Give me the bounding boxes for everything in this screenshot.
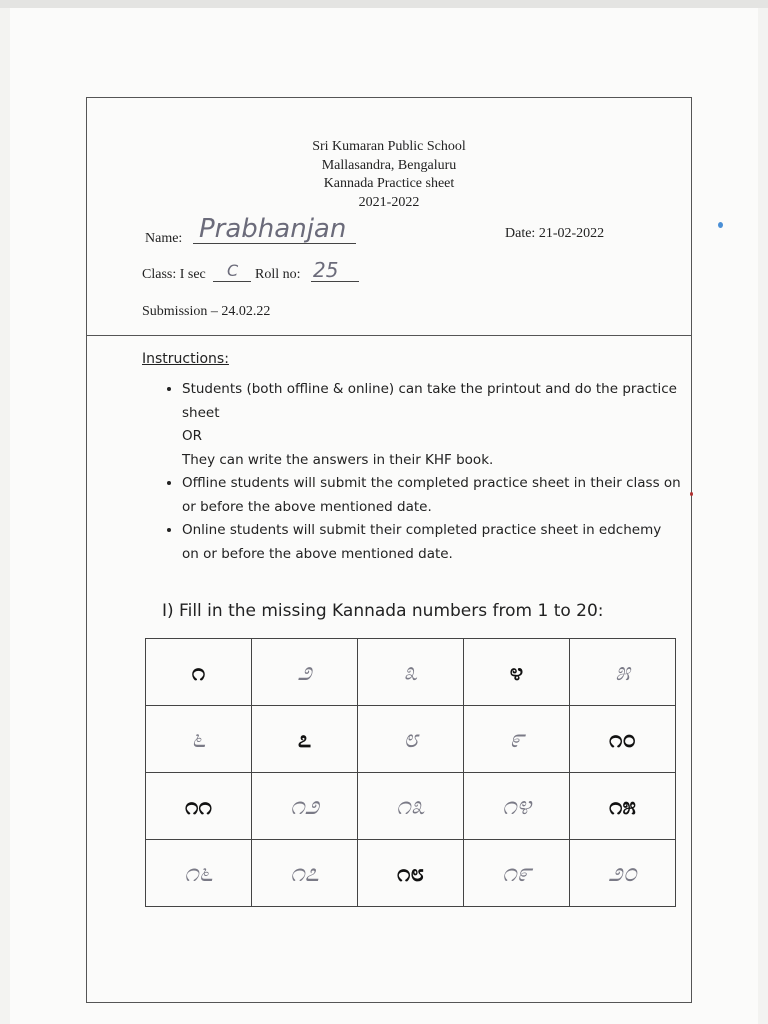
grid-cell-given: ೧	[146, 639, 252, 706]
instruction-or: OR	[182, 428, 203, 444]
name-value: Prabhanjan	[199, 214, 347, 244]
grid-cell-given: ೧೫	[570, 773, 676, 840]
grid-cell-given: ೧೮	[358, 840, 464, 907]
class-underline	[213, 281, 251, 282]
roll-value: 25	[313, 258, 339, 282]
grid-row	[146, 773, 676, 840]
instruction-text: • Students (both offline & online) can take the printout and do the practice sheet	[182, 381, 677, 421]
grid-cell-given: ೧೦	[570, 706, 676, 773]
instruction-item: • Offline students will submit the completed practice sheet in their class on or before the above mentioned date.	[182, 472, 682, 519]
name-label: Name:	[145, 231, 183, 246]
scan-edge	[0, 0, 768, 8]
instruction-text: They can write the answers in their KHF book.	[182, 451, 494, 468]
scan-speck-blue	[718, 222, 723, 228]
grid-cell-answer[interactable]: ೧೨	[252, 773, 358, 840]
question-title: I) Fill in the missing Kannada numbers from 1 to 20:	[162, 601, 604, 621]
instruction-item: • Online students will submit their completed practice sheet in edchemy on or before the above mentioned date.	[182, 519, 682, 566]
grid-cell-answer[interactable]: ೧೬	[146, 840, 252, 907]
school-name: Sri Kumaran Public School	[312, 139, 466, 154]
grid-cell-answer[interactable]: ೫	[570, 639, 676, 706]
grid-cell-answer[interactable]: ೨೦	[570, 840, 676, 907]
class-value: C	[227, 261, 239, 280]
roll-underline	[311, 281, 359, 282]
grid-cell-answer[interactable]: ೬	[146, 706, 252, 773]
instructions-list	[142, 378, 682, 566]
instruction-item	[182, 378, 682, 472]
name-underline	[193, 243, 356, 244]
roll-label: Roll no:	[255, 267, 301, 282]
grid-row	[146, 639, 676, 706]
academic-year: 2021-2022	[358, 194, 420, 210]
grid-cell-answer[interactable]: ೩	[358, 639, 464, 706]
numbers-grid	[145, 638, 676, 907]
school-heading	[87, 138, 691, 212]
grid-cell-answer[interactable]: ೧೩	[358, 773, 464, 840]
grid-cell-answer[interactable]: ೮	[358, 706, 464, 773]
instructions-heading: Instructions:	[142, 351, 229, 367]
grid-cell-given: ೭	[252, 706, 358, 773]
grid-cell-given: ೧೧	[146, 773, 252, 840]
class-label: Class: I sec	[142, 267, 206, 282]
grid-cell-answer[interactable]: ೧೪	[464, 773, 570, 840]
scan-speck-red	[690, 492, 693, 496]
grid-row	[146, 706, 676, 773]
grid-cell-answer[interactable]: ೨	[252, 639, 358, 706]
submission-date: Submission – 24.02.22	[142, 304, 271, 319]
grid-cell-answer[interactable]: ೯	[464, 706, 570, 773]
sheet-header	[87, 98, 691, 336]
sheet-title: Kannada Practice sheet	[323, 176, 455, 191]
grid-row	[146, 840, 676, 907]
date-label: Date: 21-02-2022	[505, 226, 605, 241]
grid-cell-answer[interactable]: ೧೯	[464, 840, 570, 907]
practice-sheet	[86, 97, 692, 1003]
grid-cell-given: ೪	[464, 639, 570, 706]
grid-cell-answer[interactable]: ೧೭	[252, 840, 358, 907]
school-location: Mallasandra, Bengaluru	[321, 157, 457, 173]
